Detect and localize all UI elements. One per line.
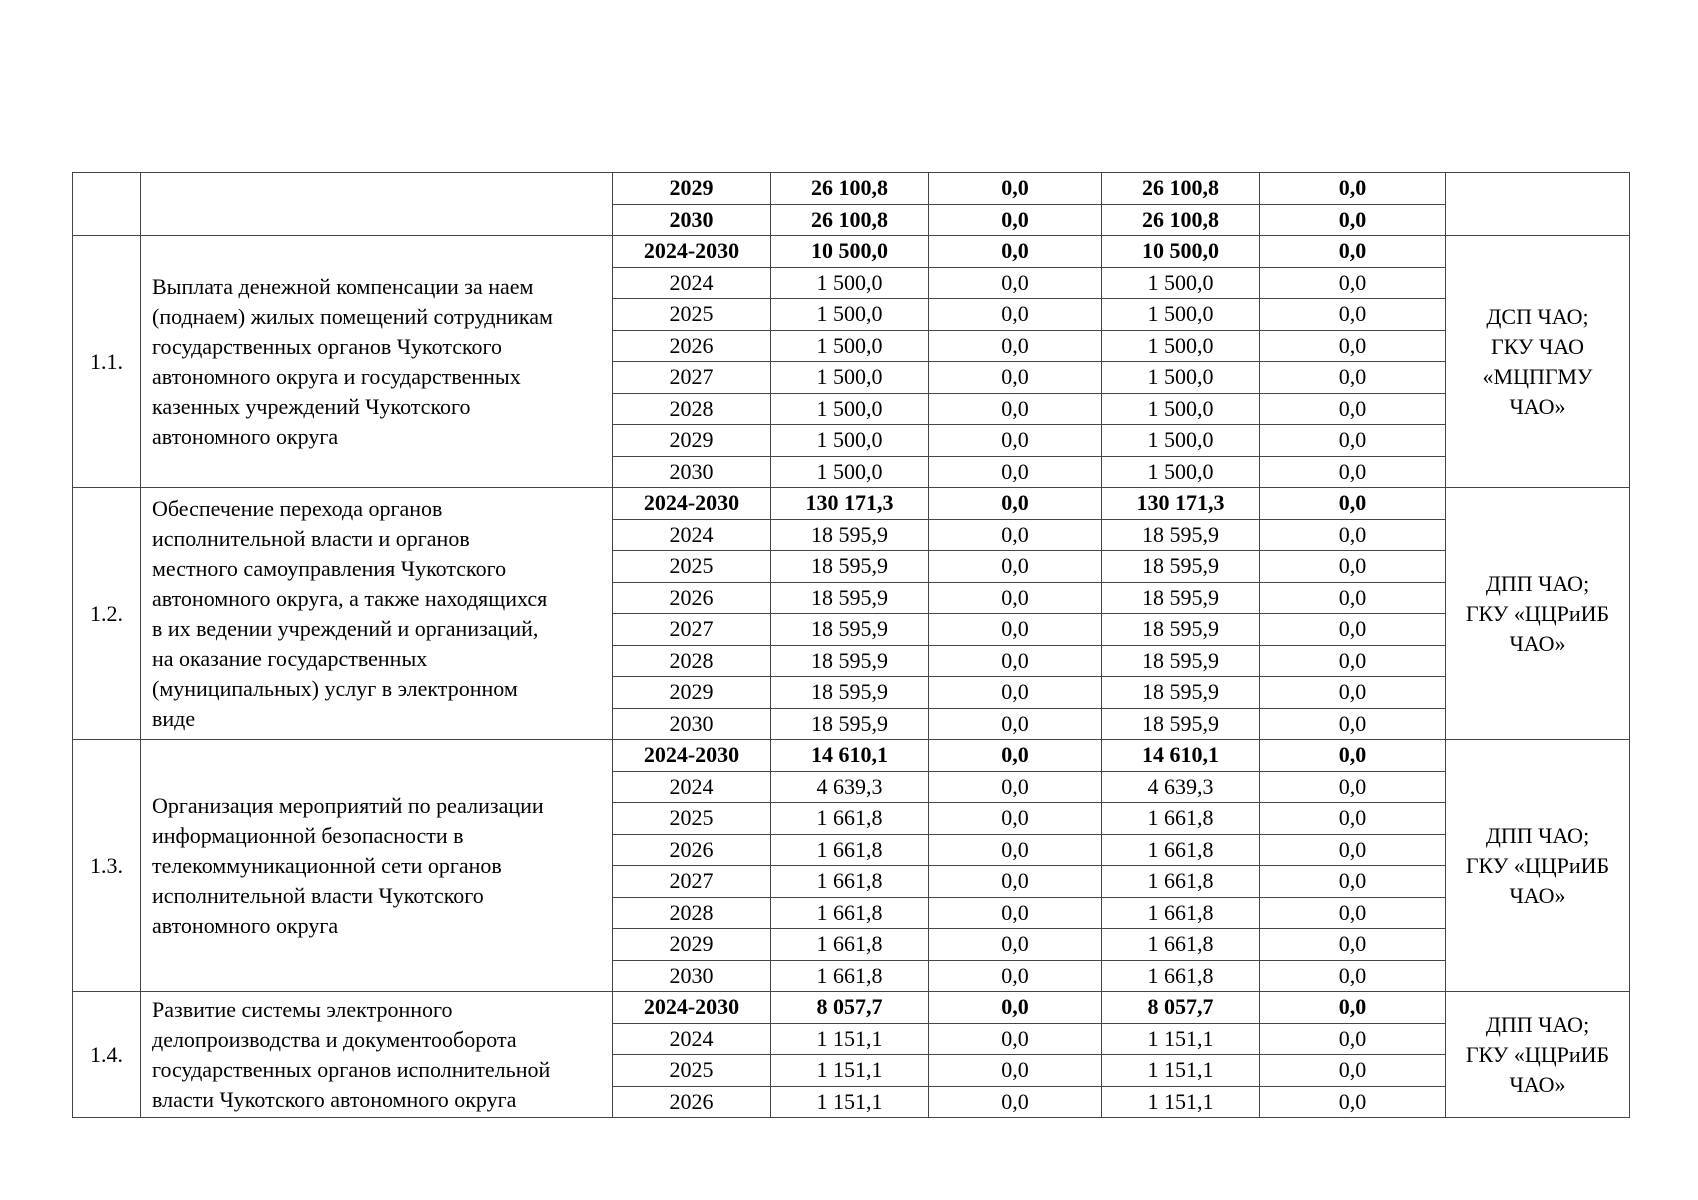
value-cell: 0,0	[1260, 204, 1446, 236]
description-line: власти Чукотского автономного округа	[152, 1086, 517, 1112]
value-cell: 0,0	[929, 551, 1102, 583]
responsible-executor	[1446, 236, 1630, 488]
year-cell: 2025	[613, 299, 771, 331]
responsible-line: ДСП ЧАО;	[1486, 303, 1589, 329]
table-body	[73, 173, 1630, 1118]
value-cell: 0,0	[929, 929, 1102, 961]
value-cell: 1 500,0	[1102, 267, 1260, 299]
value-cell: 0,0	[1260, 299, 1446, 331]
description-line: (муниципальных) услуг в электронном	[152, 675, 518, 701]
year-cell: 2024-2030	[613, 740, 771, 772]
total-cell: 1 661,8	[771, 929, 929, 961]
value-cell: 1 151,1	[1102, 1086, 1260, 1118]
total-cell: 1 661,8	[771, 866, 929, 898]
item-description	[141, 740, 613, 992]
total-cell: 26 100,8	[771, 173, 929, 205]
value-cell: 18 595,9	[1102, 614, 1260, 646]
total-cell: 1 661,8	[771, 803, 929, 835]
description-line: Организация мероприятий по реализации	[152, 792, 544, 818]
value-cell: 18 595,9	[1102, 582, 1260, 614]
item-number: 1.1.	[73, 236, 141, 488]
year-cell: 2028	[613, 645, 771, 677]
table-row	[73, 236, 1630, 268]
value-cell: 0,0	[929, 708, 1102, 740]
value-cell: 1 661,8	[1102, 834, 1260, 866]
value-cell: 26 100,8	[1102, 204, 1260, 236]
year-cell: 2024	[613, 267, 771, 299]
value-cell: 0,0	[929, 645, 1102, 677]
value-cell: 1 500,0	[1102, 299, 1260, 331]
value-cell: 0,0	[929, 1086, 1102, 1118]
value-cell: 0,0	[929, 803, 1102, 835]
year-cell: 2025	[613, 1055, 771, 1087]
total-cell: 130 171,3	[771, 488, 929, 520]
value-cell: 0,0	[929, 992, 1102, 1024]
value-cell: 1 661,8	[1102, 866, 1260, 898]
value-cell: 0,0	[929, 299, 1102, 331]
value-cell: 0,0	[1260, 1055, 1446, 1087]
year-cell: 2030	[613, 960, 771, 992]
item-description	[141, 236, 613, 488]
value-cell: 0,0	[929, 677, 1102, 709]
description-line: телекоммуникационной сети органов	[152, 852, 502, 878]
description-line: автономного округа и государственных	[152, 363, 521, 389]
value-cell: 0,0	[929, 236, 1102, 268]
value-cell: 0,0	[1260, 614, 1446, 646]
responsible-line: ДПП ЧАО;	[1485, 1011, 1590, 1037]
responsible-line: ЧАО»	[1509, 393, 1566, 419]
value-cell: 0,0	[1260, 488, 1446, 520]
responsible-line: ГКУ «ЦЦРиИБ	[1465, 852, 1610, 878]
total-cell: 1 151,1	[771, 1055, 929, 1087]
value-cell: 0,0	[1260, 393, 1446, 425]
value-cell: 1 661,8	[1102, 803, 1260, 835]
value-cell: 0,0	[1260, 929, 1446, 961]
item-description	[141, 992, 613, 1118]
year-cell: 2028	[613, 393, 771, 425]
value-cell: 0,0	[1260, 992, 1446, 1024]
value-cell: 18 595,9	[1102, 519, 1260, 551]
year-cell: 2029	[613, 677, 771, 709]
year-cell: 2029	[613, 425, 771, 457]
responsible-line: ДПП ЧАО;	[1485, 822, 1590, 848]
total-cell: 1 500,0	[771, 362, 929, 394]
total-cell: 1 151,1	[771, 1023, 929, 1055]
value-cell: 0,0	[1260, 645, 1446, 677]
total-cell: 18 595,9	[771, 614, 929, 646]
responsible-executor	[1446, 488, 1630, 740]
total-cell: 1 500,0	[771, 299, 929, 331]
responsible-line: ЧАО»	[1509, 630, 1566, 656]
year-cell: 2027	[613, 362, 771, 394]
value-cell: 0,0	[929, 1055, 1102, 1087]
value-cell: 0,0	[1260, 267, 1446, 299]
value-cell: 0,0	[929, 582, 1102, 614]
value-cell: 0,0	[929, 330, 1102, 362]
value-cell: 1 661,8	[1102, 929, 1260, 961]
total-cell: 18 595,9	[771, 582, 929, 614]
year-cell: 2026	[613, 330, 771, 362]
value-cell: 10 500,0	[1102, 236, 1260, 268]
value-cell: 0,0	[929, 456, 1102, 488]
value-cell: 0,0	[1260, 425, 1446, 457]
year-cell: 2029	[613, 173, 771, 205]
value-cell: 0,0	[929, 740, 1102, 772]
year-cell: 2030	[613, 456, 771, 488]
table-row	[73, 488, 1630, 520]
value-cell: 0,0	[929, 614, 1102, 646]
year-cell: 2024-2030	[613, 488, 771, 520]
value-cell: 0,0	[929, 866, 1102, 898]
item-number-cell	[73, 173, 141, 236]
value-cell: 0,0	[1260, 1086, 1446, 1118]
responsible-line: ДПП ЧАО;	[1485, 570, 1590, 596]
total-cell: 1 500,0	[771, 425, 929, 457]
value-cell: 0,0	[929, 393, 1102, 425]
value-cell: 0,0	[929, 173, 1102, 205]
description-cell	[141, 173, 613, 236]
value-cell: 0,0	[929, 488, 1102, 520]
table-row	[73, 992, 1630, 1024]
description-line: Развитие системы электронного	[152, 996, 453, 1022]
description-line: казенных учреждений Чукотского	[152, 393, 471, 419]
value-cell: 4 639,3	[1102, 771, 1260, 803]
total-cell: 18 595,9	[771, 551, 929, 583]
value-cell: 0,0	[929, 897, 1102, 929]
description-line: государственных органов исполнительной	[152, 1056, 551, 1082]
description-line: виде	[152, 705, 196, 731]
table-row	[73, 740, 1630, 772]
value-cell: 8 057,7	[1102, 992, 1260, 1024]
year-cell: 2030	[613, 708, 771, 740]
value-cell: 1 500,0	[1102, 330, 1260, 362]
value-cell: 18 595,9	[1102, 551, 1260, 583]
value-cell: 1 500,0	[1102, 393, 1260, 425]
value-cell: 18 595,9	[1102, 708, 1260, 740]
total-cell: 1 500,0	[771, 330, 929, 362]
total-cell: 1 661,8	[771, 897, 929, 929]
value-cell: 1 500,0	[1102, 362, 1260, 394]
value-cell: 0,0	[929, 519, 1102, 551]
value-cell: 0,0	[1260, 740, 1446, 772]
table-row	[73, 173, 1630, 205]
year-cell: 2024	[613, 1023, 771, 1055]
value-cell: 0,0	[1260, 236, 1446, 268]
value-cell: 1 500,0	[1102, 456, 1260, 488]
value-cell: 0,0	[1260, 330, 1446, 362]
year-cell: 2024-2030	[613, 236, 771, 268]
value-cell: 0,0	[1260, 551, 1446, 583]
description-line: информационной безопасности в	[152, 822, 464, 848]
value-cell: 14 610,1	[1102, 740, 1260, 772]
value-cell: 0,0	[929, 267, 1102, 299]
total-cell: 1 661,8	[771, 834, 929, 866]
value-cell: 0,0	[929, 425, 1102, 457]
value-cell: 1 500,0	[1102, 425, 1260, 457]
total-cell: 10 500,0	[771, 236, 929, 268]
value-cell: 26 100,8	[1102, 173, 1260, 205]
description-line: государственных органов Чукотского	[152, 333, 503, 359]
description-line: в их ведении учреждений и организаций,	[152, 615, 539, 641]
value-cell: 0,0	[929, 362, 1102, 394]
value-cell: 0,0	[1260, 771, 1446, 803]
responsible-line: ГКУ «ЦЦРиИБ	[1465, 600, 1610, 626]
value-cell: 0,0	[1260, 708, 1446, 740]
value-cell: 1 661,8	[1102, 960, 1260, 992]
value-cell: 1 661,8	[1102, 897, 1260, 929]
value-cell: 0,0	[1260, 456, 1446, 488]
value-cell: 0,0	[929, 771, 1102, 803]
value-cell: 1 151,1	[1102, 1023, 1260, 1055]
description-line: Выплата денежной компенсации за наем	[152, 273, 534, 299]
value-cell: 0,0	[1260, 519, 1446, 551]
year-cell: 2030	[613, 204, 771, 236]
description-line: автономного округа	[152, 423, 339, 449]
year-cell: 2026	[613, 582, 771, 614]
total-cell: 18 595,9	[771, 708, 929, 740]
value-cell: 0,0	[1260, 897, 1446, 929]
item-number: 1.4.	[73, 992, 141, 1118]
total-cell: 1 151,1	[771, 1086, 929, 1118]
value-cell: 0,0	[929, 1023, 1102, 1055]
total-cell: 26 100,8	[771, 204, 929, 236]
year-cell: 2025	[613, 551, 771, 583]
value-cell: 0,0	[929, 204, 1102, 236]
year-cell: 2027	[613, 614, 771, 646]
total-cell: 8 057,7	[771, 992, 929, 1024]
total-cell: 1 500,0	[771, 267, 929, 299]
year-cell: 2026	[613, 1086, 771, 1118]
responsible-line: ГКУ «ЦЦРиИБ	[1465, 1041, 1610, 1067]
responsible-line: ЧАО»	[1509, 882, 1566, 908]
total-cell: 18 595,9	[771, 519, 929, 551]
total-cell: 1 661,8	[771, 960, 929, 992]
year-cell: 2026	[613, 834, 771, 866]
year-cell: 2024-2030	[613, 992, 771, 1024]
value-cell: 0,0	[1260, 834, 1446, 866]
year-cell: 2029	[613, 929, 771, 961]
description-line: на оказание государственных	[152, 645, 428, 671]
year-cell: 2028	[613, 897, 771, 929]
value-cell: 130 171,3	[1102, 488, 1260, 520]
description-line: делопроизводства и документооборота	[152, 1026, 517, 1052]
description-line: автономного округа	[152, 912, 339, 938]
responsible-executor	[1446, 740, 1630, 992]
description-line: исполнительной власти и органов	[152, 525, 470, 551]
value-cell: 0,0	[929, 834, 1102, 866]
value-cell: 0,0	[1260, 803, 1446, 835]
description-line: автономного округа, а также находящихся	[152, 585, 548, 611]
value-cell: 0,0	[1260, 866, 1446, 898]
description-line: исполнительной власти Чукотского	[152, 882, 484, 908]
responsible-cell	[1446, 173, 1630, 236]
value-cell: 0,0	[1260, 582, 1446, 614]
value-cell: 18 595,9	[1102, 645, 1260, 677]
total-cell: 4 639,3	[771, 771, 929, 803]
item-number: 1.2.	[73, 488, 141, 740]
value-cell: 0,0	[1260, 960, 1446, 992]
value-cell: 1 151,1	[1102, 1055, 1260, 1087]
responsible-executor	[1446, 992, 1630, 1118]
description-line: (поднаем) жилых помещений сотрудникам	[152, 303, 553, 329]
total-cell: 18 595,9	[771, 677, 929, 709]
total-cell: 18 595,9	[771, 645, 929, 677]
item-description	[141, 488, 613, 740]
item-number: 1.3.	[73, 740, 141, 992]
description-line: местного самоуправления Чукотского	[152, 555, 507, 581]
value-cell: 0,0	[1260, 677, 1446, 709]
value-cell: 0,0	[1260, 362, 1446, 394]
year-cell: 2024	[613, 519, 771, 551]
responsible-line: «МЦПГМУ	[1482, 363, 1593, 389]
description-line: Обеспечение перехода органов	[152, 495, 443, 521]
total-cell: 1 500,0	[771, 456, 929, 488]
responsible-line: ЧАО»	[1509, 1071, 1566, 1097]
budget-table	[72, 172, 1630, 1118]
total-cell: 1 500,0	[771, 393, 929, 425]
year-cell: 2027	[613, 866, 771, 898]
responsible-line: ГКУ ЧАО	[1490, 333, 1584, 359]
value-cell: 18 595,9	[1102, 677, 1260, 709]
year-cell: 2024	[613, 771, 771, 803]
value-cell: 0,0	[1260, 173, 1446, 205]
year-cell: 2025	[613, 803, 771, 835]
value-cell: 0,0	[1260, 1023, 1446, 1055]
total-cell: 14 610,1	[771, 740, 929, 772]
value-cell: 0,0	[929, 960, 1102, 992]
